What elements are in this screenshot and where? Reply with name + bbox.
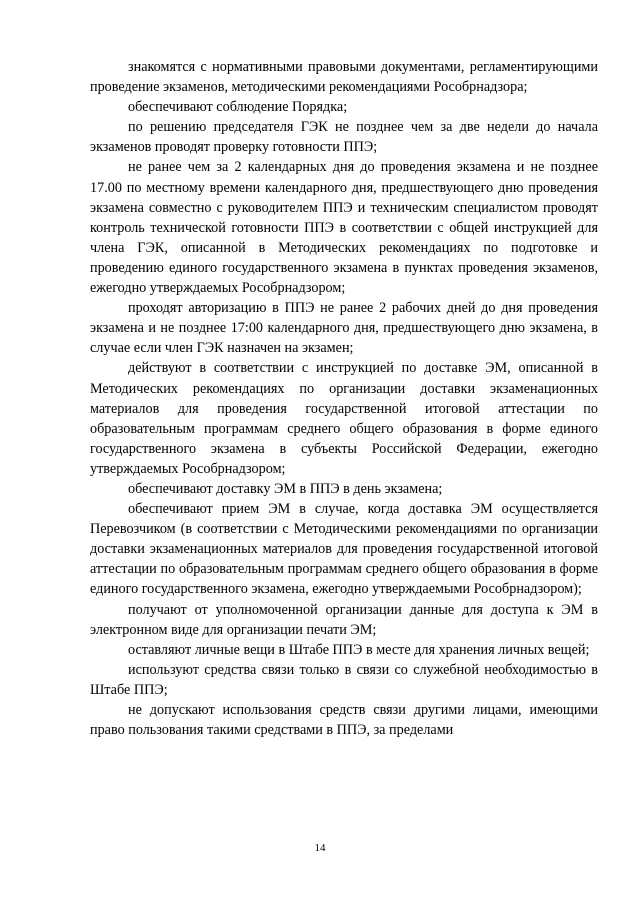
- paragraph: обеспечивают соблюдение Порядка;: [128, 99, 348, 116]
- paragraph: оставляют личные вещи в Штабе ППЭ в месте для хранения личных вещей;: [128, 641, 590, 658]
- paragraph: не ранее чем за 2 календарных дня до проведения экзамена и не позднее 17.00 по местному времени календарного дня, предшествующего дню проведения экзамена совместно с руководителем ППЭ и техническим специалистом проводят контроль технической готовности ППЭ в соответствии с общей инструкцией для члена ГЭК, описанной в Методических рекомендациях по подготовке и проведению единого государственного экзамена в пунктах проведения экзаменов, ежегодно утверждаемых Рособрнадзором;: [90, 159, 598, 297]
- page-number: 14: [314, 842, 326, 854]
- paragraph: действуют в соответствии с инструкцией по доставке ЭМ, описанной в Методических рекомендациях по организации доставки экзаменационных материалов для проведения государственной итоговой аттестации по образовательным программам среднего общего образования в форме единого государственного экзамена в субъекты Российской Федерации, ежегодно утверждаемых Рособрнадзором;: [90, 360, 598, 477]
- paragraph: по решению председателя ГЭК не позднее чем за две недели до начала экзаменов проводят проверку готовности ППЭ;: [90, 119, 598, 156]
- paragraph: обеспечивают доставку ЭМ в ППЭ в день экзамена;: [128, 480, 443, 497]
- paragraph: получают от уполномоченной организации данные для доступа к ЭМ в электронном виде для организации печати ЭМ;: [90, 601, 598, 638]
- first-paragraph-continuation: знакомятся с нормативными правовыми документами, регламентирующими проведение экзаменов, методическими рекомендациями Рособрнадзора;: [90, 59, 598, 96]
- paragraph: обеспечивают прием ЭМ в случае, когда доставка ЭМ осуществляется Перевозчиком (в соответствии с Методическими рекомендациями по организации доставки экзаменационных материалов для проведения государственной итоговой аттестации по образовательным программам среднего общего образования в форме единого государственного экзамена, ежегодно утверждаемыми Рособрнадзором);: [90, 501, 598, 598]
- document-body: [90, 57, 598, 740]
- paragraph: не допускают использования средств связи другими лицами, имеющими право пользования такими средствами в ППЭ, за пределами: [90, 702, 598, 739]
- paragraph: проходят авторизацию в ППЭ не ранее 2 рабочих дней до дня проведения экзамена и не позднее 17:00 календарного дня, предшествующего дню экзамена, в случае если член ГЭК назначен на экзамен;: [90, 300, 598, 357]
- paragraph: используют средства связи только в связи со служебной необходимостью в Штабе ППЭ;: [90, 661, 598, 698]
